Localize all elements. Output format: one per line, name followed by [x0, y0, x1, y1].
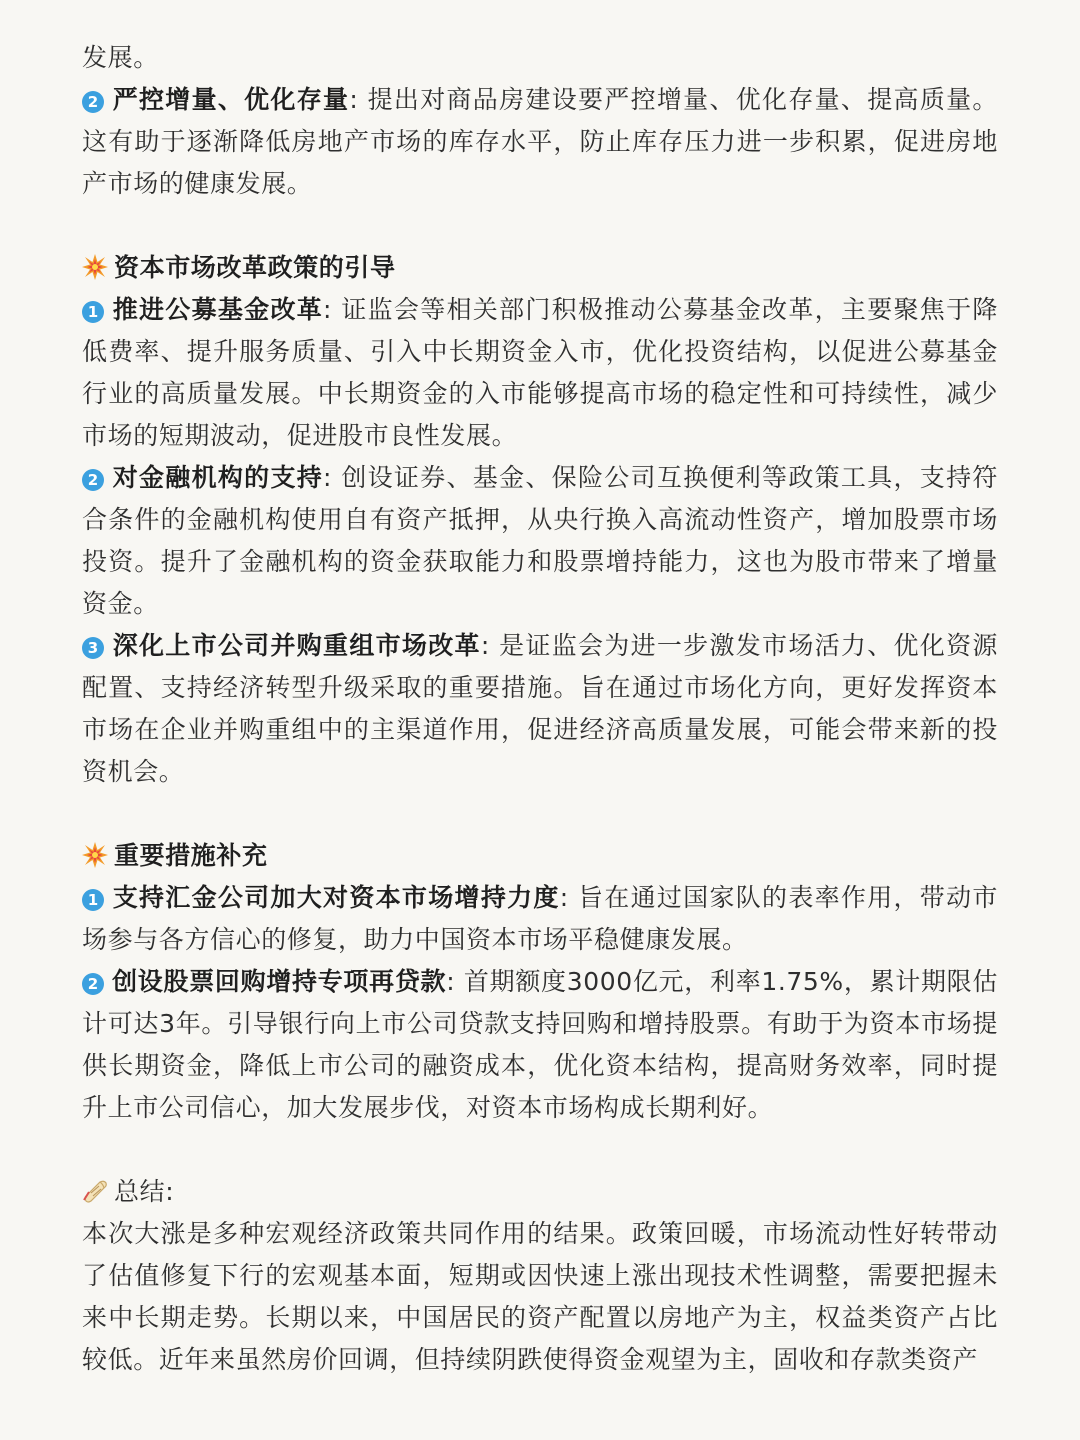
summary-heading: [82, 1171, 998, 1213]
burst-icon: [82, 254, 108, 280]
spacer: [82, 793, 998, 835]
section-heading: [82, 247, 998, 289]
burst-icon: [82, 842, 108, 868]
item-separator: :: [559, 883, 569, 912]
list-item: [82, 79, 998, 205]
item-separator: :: [446, 967, 456, 996]
item-body: 旨在通过国家队的表率作用，带动市场参与各方信心的修复，助力中国资本市场平稳健康发展。: [82, 883, 998, 954]
item-separator: :: [480, 631, 490, 660]
list-item: [82, 625, 998, 793]
spacer: [82, 205, 998, 247]
list-item: [82, 457, 998, 625]
number-2-icon: 2: [82, 91, 104, 113]
item-title: 对金融机构的支持: [112, 463, 324, 492]
number-2-icon: 2: [82, 469, 104, 491]
item-body: 提出对商品房建设要严控增量、优化存量、提高质量。这有助于逐渐降低房地产市场的库存水平，防止库存压力进一步积累，促进房地产市场的健康发展。: [82, 85, 999, 198]
item-title: 深化上市公司并购重组市场改革: [112, 631, 481, 660]
summary-text: 本次大涨是多种宏观经济政策共同作用的结果。政策回暖，市场流动性好转带动了估值修复下行的宏观基本面，短期或因快速上涨出现技术性调整，需要把握未来中长期走势。长期以来，中国居民的资产配置以房地产为主，权益类资产占比较低。近年来虽然房价回调，但持续阴跌使得资金观望为主，固收和存款类资产: [82, 1219, 998, 1374]
list-item: [82, 289, 998, 457]
list-item: [82, 961, 998, 1129]
number-1-icon: 1: [82, 301, 104, 323]
section-heading-text: 重要措施补充: [114, 841, 268, 870]
continuation-text: 发展。: [82, 43, 159, 72]
section-heading: [82, 835, 998, 877]
summary-label: 总结:: [114, 1177, 175, 1206]
section-heading-text: 资本市场改革政策的引导: [114, 253, 396, 282]
item-body: 首期额度3000亿元，利率1.75%，累计期限估计可达3年。引导银行向上市公司贷款支持回购和增持股票。有助于为资本市场提供长期资金，降低上市公司的融资成本，优化资本结构，提高财务效率，同时提升上市公司信心，加大发展步伐，对资本市场构成长期利好。: [82, 967, 998, 1122]
item-separator: :: [349, 85, 359, 114]
item-title: 创设股票回购增持专项再贷款: [112, 967, 447, 996]
spacer: [82, 1129, 998, 1171]
number-2-icon: 2: [82, 973, 104, 995]
item-body: 是证监会为进一步激发市场活力、优化资源配置、支持经济转型升级采取的重要措施。旨在通过市场化方向，更好发挥资本市场在企业并购重组中的主渠道作用，促进经济高质量发展，可能会带来新的投资机会。: [82, 631, 999, 786]
number-1-icon: 1: [82, 889, 104, 911]
scroll-icon: [82, 1178, 110, 1204]
item-title: 推进公募基金改革: [112, 295, 324, 324]
item-body: 证监会等相关部门积极推动公募基金改革，主要聚焦于降低费率、提升服务质量、引入中长期资金入市，优化投资结构，以促进公募基金行业的高质量发展。中长期资金的入市能够提高市场的稳定性和可持续性，减少市场的短期波动，促进股市良性发展。: [82, 295, 998, 450]
list-item: [82, 877, 998, 961]
number-3-icon: 3: [82, 637, 104, 659]
item-body: 创设证券、基金、保险公司互换便利等政策工具，支持符合条件的金融机构使用自有资产抵押，从央行换入高流动性资产，增加股票市场投资。提升了金融机构的资金获取能力和股票增持能力，这也为股市带来了增量资金。: [82, 463, 998, 618]
item-title: 严控增量、优化存量: [112, 85, 350, 114]
item-title: 支持汇金公司加大对资本市场增持力度: [112, 883, 560, 912]
item-separator: :: [323, 295, 333, 324]
item-separator: :: [323, 463, 333, 492]
